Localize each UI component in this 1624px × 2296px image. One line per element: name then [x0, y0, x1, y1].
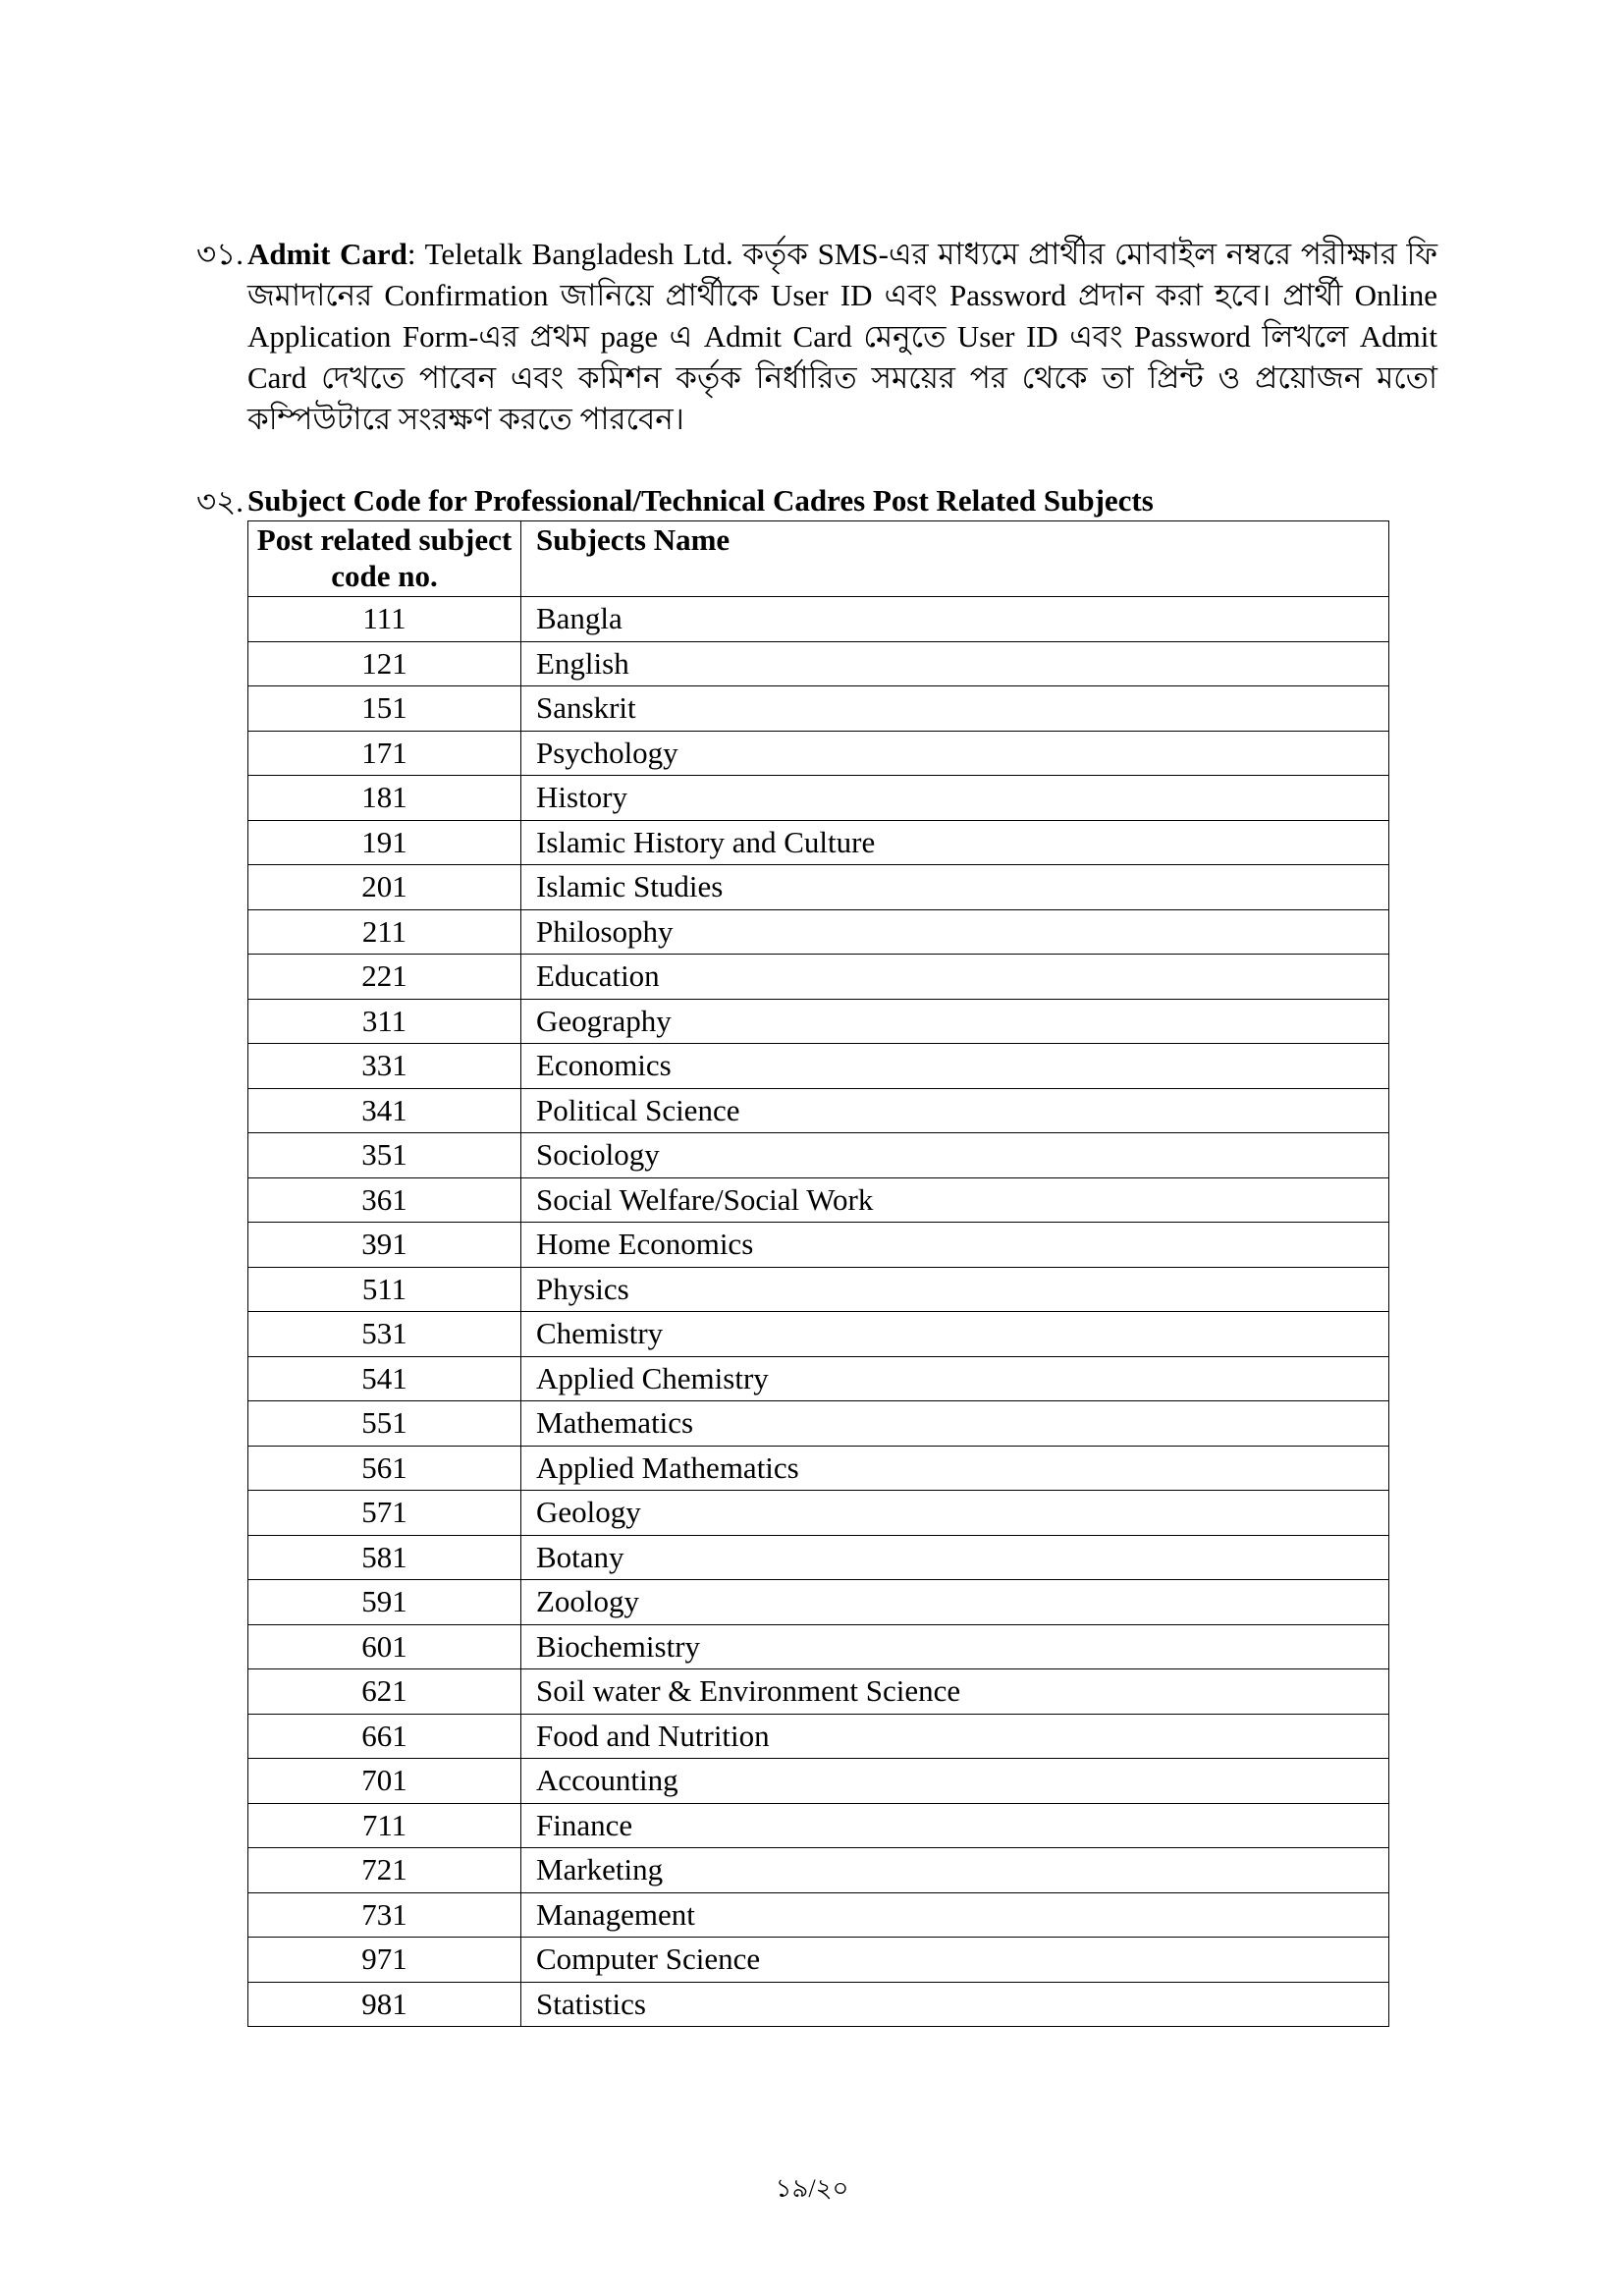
table-row [248, 1938, 1389, 1983]
subject-name-cell: Mathematics [521, 1401, 1389, 1447]
subject-name-cell: Sanskrit [521, 686, 1389, 732]
table-row [248, 731, 1389, 776]
subject-name-cell: Islamic History and Culture [521, 820, 1389, 865]
subject-name-cell: Accounting [521, 1759, 1389, 1804]
subject-name-cell: Philosophy [521, 909, 1389, 955]
subject-code-cell: 391 [248, 1223, 521, 1268]
table-row [248, 865, 1389, 910]
subject-name-cell: History [521, 776, 1389, 821]
table-row [248, 1312, 1389, 1357]
subject-code-cell: 511 [248, 1267, 521, 1312]
section-text: : Teletalk Bangladesh Ltd. কর্তৃক SMS-এর মাধ্যমে প্রার্থীর মোবাইল নম্বরে পরীক্ষার ফি জমাদানের Confirmation জানিয়ে প্রার্থীকে User ID এবং Password প্রদান করা হবে। প্রার্থী Online Application Form-এর প্রথম page এ Admit Card মেনুতে User ID এবং Password লিখলে Admit Card দেখতে পাবেন এবং কমিশন কর্তৃক নির্ধারিত সময়ের পর থেকে তা প্রিন্ট ও প্রয়োজন মতো কম্পিউটারে সংরক্ষণ করতে পারবেন। [247, 237, 1437, 436]
section-title: Admit Card [247, 237, 407, 271]
table-row [248, 1267, 1389, 1312]
subject-name-cell: Statistics [521, 1982, 1389, 2027]
table-row [248, 1580, 1389, 1625]
subject-code-cell: 721 [248, 1848, 521, 1893]
subject-code-cell: 561 [248, 1446, 521, 1491]
subject-code-cell: 581 [248, 1535, 521, 1580]
subject-code-cell: 151 [248, 686, 521, 732]
subject-code-table [247, 520, 1389, 2027]
table-row [248, 1848, 1389, 1893]
subject-code-cell: 191 [248, 820, 521, 865]
table-row [248, 1133, 1389, 1178]
subject-code-cell: 201 [248, 865, 521, 910]
subject-name-cell: Physics [521, 1267, 1389, 1312]
table-row [248, 955, 1389, 1000]
section-subject-codes [196, 481, 1437, 520]
table-row [248, 597, 1389, 642]
table-row [248, 999, 1389, 1044]
table-row [248, 1803, 1389, 1848]
subject-name-cell: Soil water & Environment Science [521, 1669, 1389, 1715]
subject-code-cell: 711 [248, 1803, 521, 1848]
subject-code-cell: 311 [248, 999, 521, 1044]
table-row [248, 1892, 1389, 1938]
table-row [248, 1759, 1389, 1804]
subject-code-cell: 541 [248, 1356, 521, 1401]
subject-code-cell: 731 [248, 1892, 521, 1938]
subject-code-cell: 361 [248, 1177, 521, 1223]
subject-name-cell: Applied Mathematics [521, 1446, 1389, 1491]
subject-name-cell: Political Science [521, 1088, 1389, 1133]
subject-name-cell: Bangla [521, 597, 1389, 642]
section-number: ৩১. [196, 237, 244, 271]
subject-name-cell: Biochemistry [521, 1624, 1389, 1669]
table-row [248, 1669, 1389, 1715]
section-title: Subject Code for Professional/Technical Cadres Post Related Subjects [247, 483, 1154, 518]
table-row [248, 1535, 1389, 1580]
subject-code-cell: 351 [248, 1133, 521, 1178]
subject-code-cell: 661 [248, 1714, 521, 1759]
column-header-name: Subjects Name [521, 521, 1389, 597]
subject-code-cell: 591 [248, 1580, 521, 1625]
table-row [248, 776, 1389, 821]
subject-name-cell: Economics [521, 1044, 1389, 1089]
table-row [248, 909, 1389, 955]
table-row [248, 686, 1389, 732]
subject-name-cell: Botany [521, 1535, 1389, 1580]
table-row [248, 820, 1389, 865]
table-row [248, 641, 1389, 686]
subject-code-cell: 111 [248, 597, 521, 642]
table-row [248, 1446, 1389, 1491]
page-number: ১৯/২০ [775, 2174, 849, 2203]
table-row [248, 1088, 1389, 1133]
subject-code-cell: 181 [248, 776, 521, 821]
table-row [248, 1223, 1389, 1268]
subject-name-cell: Finance [521, 1803, 1389, 1848]
subject-name-cell: Psychology [521, 731, 1389, 776]
table-row [248, 1044, 1389, 1089]
column-header-code: Post related subject code no. [248, 521, 521, 597]
subject-code-cell: 221 [248, 955, 521, 1000]
subject-name-cell: Chemistry [521, 1312, 1389, 1357]
subject-name-cell: Zoology [521, 1580, 1389, 1625]
subject-code-cell: 601 [248, 1624, 521, 1669]
subject-code-cell: 971 [248, 1938, 521, 1983]
subject-name-cell: Islamic Studies [521, 865, 1389, 910]
subject-name-cell: Computer Science [521, 1938, 1389, 1983]
subject-name-cell: Social Welfare/Social Work [521, 1177, 1389, 1223]
subject-name-cell: Geography [521, 999, 1389, 1044]
subject-name-cell: Applied Chemistry [521, 1356, 1389, 1401]
table-row [248, 1177, 1389, 1223]
subject-name-cell: Geology [521, 1491, 1389, 1536]
subject-name-cell: Home Economics [521, 1223, 1389, 1268]
subject-name-cell: Education [521, 955, 1389, 1000]
table-row [248, 1491, 1389, 1536]
subject-code-cell: 121 [248, 641, 521, 686]
subject-code-cell: 331 [248, 1044, 521, 1089]
subject-name-cell: Marketing [521, 1848, 1389, 1893]
subject-code-cell: 341 [248, 1088, 521, 1133]
subject-code-cell: 211 [248, 909, 521, 955]
subject-code-cell: 981 [248, 1982, 521, 2027]
table-row [248, 1401, 1389, 1447]
subject-code-cell: 171 [248, 731, 521, 776]
table-row [248, 1624, 1389, 1669]
section-paragraph [247, 234, 1437, 440]
subject-name-cell: Food and Nutrition [521, 1714, 1389, 1759]
subject-code-cell: 571 [248, 1491, 521, 1536]
subject-name-cell: Management [521, 1892, 1389, 1938]
subject-code-cell: 531 [248, 1312, 521, 1357]
subject-code-cell: 621 [248, 1669, 521, 1715]
table-row [248, 1714, 1389, 1759]
subject-name-cell: Sociology [521, 1133, 1389, 1178]
table-header-row [248, 521, 1389, 597]
section-number: ৩২. [196, 484, 244, 519]
table-row [248, 1982, 1389, 2027]
subject-code-cell: 551 [248, 1401, 521, 1447]
section-admit-card [196, 234, 1437, 440]
subject-code-cell: 701 [248, 1759, 521, 1804]
table-body [248, 597, 1389, 2027]
subject-name-cell: English [521, 641, 1389, 686]
table-row [248, 1356, 1389, 1401]
